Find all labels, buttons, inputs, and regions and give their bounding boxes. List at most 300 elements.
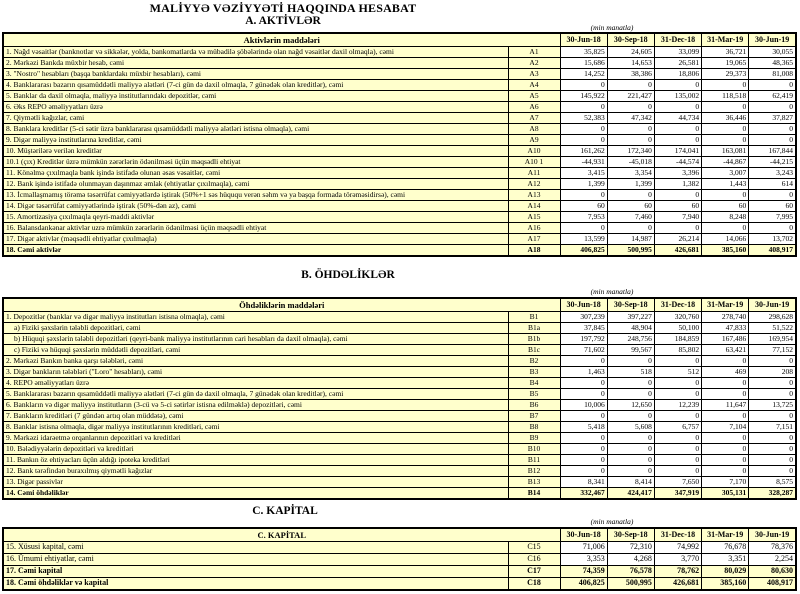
table-row — [3, 455, 796, 466]
row-code-cell: A10 1 — [508, 157, 560, 168]
value-cell: 26,581 — [654, 58, 701, 69]
value-cell: 3,396 — [654, 168, 701, 179]
row-code-cell: C15 — [508, 542, 560, 554]
value-cell: 0 — [654, 190, 701, 201]
value-cell: 1,399 — [560, 179, 607, 190]
table-row — [3, 168, 796, 179]
value-cell: 72,310 — [607, 542, 654, 554]
row-code-cell: B4 — [508, 378, 560, 389]
value-cell: 8,575 — [749, 477, 796, 488]
value-cell: 221,427 — [607, 91, 654, 102]
value-cell: 0 — [560, 102, 607, 113]
value-cell: 7,650 — [654, 477, 701, 488]
value-cell: 0 — [654, 444, 701, 455]
table-row — [3, 201, 796, 212]
table-row — [3, 124, 796, 135]
value-cell: 62,419 — [749, 91, 796, 102]
value-cell: 29,373 — [702, 69, 749, 80]
row-code-cell: C18 — [508, 578, 560, 591]
value-cell: 0 — [607, 378, 654, 389]
row-label-cell: 1. Nağd vəsaitlər (banknotlar və sikkələr, yolda, bankomatlarda və mübadilə şöbələrində olan nağd vəsaitlər daxil olmaqla), cəmi — [3, 47, 508, 58]
value-cell: 4,268 — [607, 554, 654, 566]
value-cell: 60 — [749, 201, 796, 212]
date-column-header: 30-Sep-18 — [607, 33, 654, 47]
value-cell: 71,006 — [560, 542, 607, 554]
value-cell: 13,702 — [749, 234, 796, 245]
value-cell: 0 — [749, 455, 796, 466]
value-cell: 51,522 — [749, 323, 796, 334]
value-cell: 12,239 — [654, 400, 701, 411]
value-cell: 7,151 — [749, 422, 796, 433]
row-code-cell: A4 — [508, 80, 560, 91]
row-label-cell: 15. Xüsusi kapital, cəmi — [3, 542, 508, 554]
value-cell: 518 — [607, 367, 654, 378]
value-cell: 305,131 — [702, 488, 749, 500]
value-cell: 0 — [560, 80, 607, 91]
value-cell: 145,922 — [560, 91, 607, 102]
date-column-header: 30-Jun-19 — [749, 528, 796, 542]
value-cell: 0 — [702, 455, 749, 466]
value-cell: 320,760 — [654, 312, 701, 323]
row-code-cell: A17 — [508, 234, 560, 245]
value-cell: 0 — [607, 389, 654, 400]
value-cell: 36,446 — [702, 113, 749, 124]
value-cell: 36,721 — [702, 47, 749, 58]
value-cell: 47,833 — [702, 323, 749, 334]
value-cell: 14,066 — [702, 234, 749, 245]
table-row — [3, 234, 796, 245]
section-b-title: B. ÖHDƏLİKLƏR — [301, 269, 395, 281]
value-cell: 74,359 — [560, 566, 607, 578]
row-code-cell: B2 — [508, 356, 560, 367]
row-code-cell: B7 — [508, 411, 560, 422]
value-cell: 408,917 — [749, 245, 796, 257]
value-cell: 48,904 — [607, 323, 654, 334]
table-row — [3, 58, 796, 69]
value-cell: 0 — [654, 378, 701, 389]
value-cell: 197,792 — [560, 334, 607, 345]
unit-note-c: (min manatla) — [590, 517, 634, 526]
value-cell: 33,099 — [654, 47, 701, 58]
value-cell: 3,415 — [560, 168, 607, 179]
row-label-cell: 6. Bankların və digər maliyyə institutların (3-cü və 5-ci sətirlər istisna edilməklə) depozitləri, cəmi — [3, 400, 508, 411]
value-cell: 14,653 — [607, 58, 654, 69]
row-label-cell: 10. Müştərilərə verilən kreditlər — [3, 146, 508, 157]
row-code-cell: A5 — [508, 91, 560, 102]
row-label-cell: 18. Cəmi aktivlər — [3, 245, 508, 257]
row-code-cell: B1 — [508, 312, 560, 323]
value-cell: 184,859 — [654, 334, 701, 345]
value-cell: 0 — [654, 455, 701, 466]
date-column-header: 31-Dec-18 — [654, 528, 701, 542]
value-cell: 328,287 — [749, 488, 796, 500]
value-cell: 0 — [749, 223, 796, 234]
value-cell: 3,243 — [749, 168, 796, 179]
date-column-header: 30-Jun-19 — [749, 298, 796, 312]
liabilities-table — [2, 297, 797, 500]
value-cell: 0 — [607, 190, 654, 201]
value-cell: 60 — [560, 201, 607, 212]
value-cell: 5,608 — [607, 422, 654, 433]
value-cell: 8,248 — [702, 212, 749, 223]
value-cell: 76,678 — [702, 542, 749, 554]
value-cell: -44,574 — [654, 157, 701, 168]
row-label-cell: 3. Digər bankların tələbləri ("Loro" hesabları), cəmi — [3, 367, 508, 378]
value-cell: 0 — [749, 102, 796, 113]
value-cell: 0 — [702, 190, 749, 201]
row-code-cell: B3 — [508, 367, 560, 378]
value-cell: 0 — [607, 223, 654, 234]
value-cell: 3,354 — [607, 168, 654, 179]
value-cell: 0 — [749, 135, 796, 146]
value-cell: 248,756 — [607, 334, 654, 345]
value-cell: 614 — [749, 179, 796, 190]
value-cell: -45,018 — [607, 157, 654, 168]
value-cell: 0 — [749, 433, 796, 444]
row-label-cell: 2. Mərkəzi Bankda müxbir hesab, cəmi — [3, 58, 508, 69]
row-label-cell: 10.1 (çıx) Kreditlər üzrə mümkün zərərlərin ödənilməsi üçün məqsədli ehtiyat — [3, 157, 508, 168]
value-cell: 118,518 — [702, 91, 749, 102]
row-label-cell: 11. Könəlmə çıxılmaqla bank işində istifadə olunan əsas vəsaitlər, cəmi — [3, 168, 508, 179]
table-row — [3, 378, 796, 389]
table-row — [3, 477, 796, 488]
row-code-cell: B1a — [508, 323, 560, 334]
row-code-cell: B11 — [508, 455, 560, 466]
row-code-cell: A16 — [508, 223, 560, 234]
row-code-cell: B12 — [508, 466, 560, 477]
value-cell: 13,725 — [749, 400, 796, 411]
row-code-cell: A15 — [508, 212, 560, 223]
value-cell: 1,443 — [702, 179, 749, 190]
value-cell: 0 — [749, 389, 796, 400]
report-title: MALİYYƏ VƏZİYYƏTİ HAQQINDA HESABAT — [149, 1, 417, 15]
value-cell: 135,002 — [654, 91, 701, 102]
value-cell: 172,340 — [607, 146, 654, 157]
value-cell: 15,686 — [560, 58, 607, 69]
value-cell: 7,104 — [702, 422, 749, 433]
row-label-cell: c) Fiziki və hüquqi şəxslərin müddətli depozitləri, cəmi — [3, 345, 508, 356]
value-cell: 60 — [607, 201, 654, 212]
date-column-header: 31-Dec-18 — [654, 33, 701, 47]
value-cell: 0 — [560, 356, 607, 367]
value-cell: 385,160 — [702, 245, 749, 257]
row-label-cell: 3. "Nostro" hesabları (başqa banklardakı müxbir hesabları), cəmi — [3, 69, 508, 80]
date-column-header: 30-Jun-18 — [560, 298, 607, 312]
total-row — [3, 566, 796, 578]
date-column-header: 31-Mar-19 — [702, 298, 749, 312]
total-row — [3, 578, 796, 591]
table-row — [3, 91, 796, 102]
value-cell: 7,170 — [702, 477, 749, 488]
value-cell: 406,825 — [560, 245, 607, 257]
value-cell: 0 — [560, 466, 607, 477]
table-row — [3, 190, 796, 201]
row-code-cell: B1b — [508, 334, 560, 345]
value-cell: 0 — [702, 356, 749, 367]
value-cell: 81,008 — [749, 69, 796, 80]
table-row — [3, 466, 796, 477]
value-cell: 0 — [749, 411, 796, 422]
value-cell: 0 — [607, 411, 654, 422]
value-cell: 0 — [607, 455, 654, 466]
table-row — [3, 345, 796, 356]
table-row — [3, 367, 796, 378]
table-row — [3, 80, 796, 91]
value-cell: 298,628 — [749, 312, 796, 323]
value-cell: -44,215 — [749, 157, 796, 168]
row-label-cell: 7. Bankların kreditləri (7 gündən artıq olan müddətə), cəmi — [3, 411, 508, 422]
value-cell: 0 — [654, 80, 701, 91]
table-row — [3, 356, 796, 367]
row-code-cell: A10 — [508, 146, 560, 157]
value-cell: 0 — [607, 356, 654, 367]
row-label-cell: 17. Cəmi kapital — [3, 566, 508, 578]
value-cell: 0 — [654, 389, 701, 400]
value-cell: 0 — [702, 135, 749, 146]
value-cell: 60 — [702, 201, 749, 212]
row-label-cell: 9. Mərkəzi idarəetmə orqanlarının depozitləri və kreditləri — [3, 433, 508, 444]
value-cell: 0 — [560, 135, 607, 146]
value-cell: 19,065 — [702, 58, 749, 69]
value-cell: 385,160 — [702, 578, 749, 591]
row-label-cell: 16. Ümumi ehtiyatlar, cəmi — [3, 554, 508, 566]
row-label-cell: 15. Amortizasiya çıxılmaqla qeyri-maddi aktivlər — [3, 212, 508, 223]
row-code-cell: B1c — [508, 345, 560, 356]
row-code-cell: B8 — [508, 422, 560, 433]
value-cell: 0 — [607, 102, 654, 113]
table-row — [3, 157, 796, 168]
value-cell: 0 — [749, 80, 796, 91]
value-cell: -44,867 — [702, 157, 749, 168]
row-code-cell: B13 — [508, 477, 560, 488]
value-cell: 10,006 — [560, 400, 607, 411]
table-row — [3, 389, 796, 400]
value-cell: 0 — [560, 389, 607, 400]
row-label-cell: 4. Banklararası bazarın qısamüddətli maliyyə alətləri (7-ci gün də daxil olmaqla, 7 günədək olan kreditlər), cəmi — [3, 80, 508, 91]
value-cell: 406,825 — [560, 578, 607, 591]
total-row — [3, 245, 796, 257]
date-column-header: 31-Mar-19 — [702, 528, 749, 542]
value-cell: 44,734 — [654, 113, 701, 124]
value-cell: 0 — [654, 135, 701, 146]
row-label-cell: 14. Digər təsərrüfat cəmiyyətlərində iştirak (50%-dən az), cəmi — [3, 201, 508, 212]
value-cell: 0 — [702, 223, 749, 234]
row-code-cell: A3 — [508, 69, 560, 80]
value-cell: 500,995 — [607, 245, 654, 257]
row-label-cell: 16. Balansdankənar aktivlər uzrə mümkün zərərlərin ödənilməsi üçün məqsədli ehtiyat — [3, 223, 508, 234]
value-cell: 7,460 — [607, 212, 654, 223]
value-cell: 163,081 — [702, 146, 749, 157]
value-cell: 0 — [749, 124, 796, 135]
value-cell: 0 — [654, 223, 701, 234]
table-row — [3, 433, 796, 444]
value-cell: 0 — [654, 102, 701, 113]
table-row — [3, 47, 796, 58]
row-label-cell: 7. Qiymətli kağızlar, cəmi — [3, 113, 508, 124]
value-cell: 0 — [702, 466, 749, 477]
row-label-cell: 12. Bank tərəfindən buraxılmış qiymətli kağızlar — [3, 466, 508, 477]
row-label-cell: 4. REPO əməliyyatları üzrə — [3, 378, 508, 389]
row-label-cell: 8. Banklara kreditlər (5-ci sətir üzrə banklararası qısamüddətli maliyyə alətləri istisna olmaqla), cəmi — [3, 124, 508, 135]
value-cell: 0 — [560, 455, 607, 466]
items-header-cell: Öhdəliklərin maddələri — [3, 298, 560, 312]
value-cell: 426,681 — [654, 578, 701, 591]
value-cell: 85,802 — [654, 345, 701, 356]
value-cell: 0 — [702, 411, 749, 422]
value-cell: 63,421 — [702, 345, 749, 356]
value-cell: 169,954 — [749, 334, 796, 345]
value-cell: 80,029 — [702, 566, 749, 578]
table-row — [3, 323, 796, 334]
row-label-cell: a) Fiziki şəxslərin tələbli depozitləri, cəmi — [3, 323, 508, 334]
value-cell: 3,007 — [702, 168, 749, 179]
value-cell: 408,917 — [749, 578, 796, 591]
row-code-cell: A18 — [508, 245, 560, 257]
value-cell: 6,757 — [654, 422, 701, 433]
total-row — [3, 488, 796, 500]
value-cell: 0 — [702, 378, 749, 389]
row-code-cell: A8 — [508, 124, 560, 135]
value-cell: 0 — [560, 378, 607, 389]
value-cell: 0 — [749, 190, 796, 201]
row-label-cell: 13. İcmallaşmamış törəmə təsərrüfat cəmiyyətlərdə iştirak (50%+1 səs hüququ verən səhm və ya başqa formada törəməsidirsə), cəmi — [3, 190, 508, 201]
table-row — [3, 334, 796, 345]
value-cell: 0 — [607, 433, 654, 444]
value-cell: 37,827 — [749, 113, 796, 124]
row-code-cell: C17 — [508, 566, 560, 578]
value-cell: 12,650 — [607, 400, 654, 411]
value-cell: 0 — [560, 444, 607, 455]
value-cell: 424,417 — [607, 488, 654, 500]
value-cell: 2,254 — [749, 554, 796, 566]
value-cell: 1,399 — [607, 179, 654, 190]
value-cell: 24,605 — [607, 47, 654, 58]
table-row — [3, 223, 796, 234]
value-cell: 0 — [607, 466, 654, 477]
table-row — [3, 411, 796, 422]
unit-note-a: (min manatla) — [590, 23, 634, 32]
table-row — [3, 146, 796, 157]
value-cell: 397,227 — [607, 312, 654, 323]
value-cell: 76,578 — [607, 566, 654, 578]
section-a-title: A. AKTİVLƏR — [245, 15, 321, 27]
value-cell: 0 — [607, 124, 654, 135]
value-cell: 167,844 — [749, 146, 796, 157]
table-row — [3, 179, 796, 190]
value-cell: 307,239 — [560, 312, 607, 323]
value-cell: 30,055 — [749, 47, 796, 58]
value-cell: 47,342 — [607, 113, 654, 124]
value-cell: 469 — [702, 367, 749, 378]
row-label-cell: 2. Mərkəzi Bankın banka qarşı tələbləri, cəmi — [3, 356, 508, 367]
table-row — [3, 113, 796, 124]
table-header-row — [3, 298, 796, 312]
value-cell: 0 — [560, 124, 607, 135]
value-cell: 1,463 — [560, 367, 607, 378]
table-header-row — [3, 528, 796, 542]
value-cell: 1,382 — [654, 179, 701, 190]
row-label-cell: 18. Cəmi öhdəliklər və kapital — [3, 578, 508, 591]
value-cell: 37,845 — [560, 323, 607, 334]
value-cell: 74,992 — [654, 542, 701, 554]
value-cell: 38,386 — [607, 69, 654, 80]
value-cell: 0 — [702, 124, 749, 135]
row-label-cell: 10. Bələdiyyələrin depozitləri və kreditləri — [3, 444, 508, 455]
value-cell: 0 — [702, 389, 749, 400]
value-cell: 426,681 — [654, 245, 701, 257]
value-cell: 7,940 — [654, 212, 701, 223]
value-cell: 52,383 — [560, 113, 607, 124]
value-cell: 0 — [560, 411, 607, 422]
row-code-cell: A2 — [508, 58, 560, 69]
row-code-cell: A6 — [508, 102, 560, 113]
date-column-header: 30-Jun-18 — [560, 33, 607, 47]
value-cell: 0 — [654, 356, 701, 367]
value-cell: 0 — [749, 444, 796, 455]
row-label-cell: 5. Banklararası bazarın qısamüddətli maliyyə alətləri (7-ci gün də daxil olmaqla, 7 günədək olan kreditlər), cəmi — [3, 389, 508, 400]
row-code-cell: C16 — [508, 554, 560, 566]
value-cell: 174,041 — [654, 146, 701, 157]
row-code-cell: B14 — [508, 488, 560, 500]
date-column-header: 30-Sep-18 — [607, 528, 654, 542]
value-cell: 0 — [749, 356, 796, 367]
value-cell: 8,341 — [560, 477, 607, 488]
value-cell: 26,214 — [654, 234, 701, 245]
value-cell: 0 — [702, 80, 749, 91]
row-code-cell: A14 — [508, 201, 560, 212]
value-cell: 161,262 — [560, 146, 607, 157]
row-label-cell: 12. Bank işində istifadə olunmayan daşınmaz əmlak (ehtiyatlar çıxılmaqla), cəmi — [3, 179, 508, 190]
table-row — [3, 554, 796, 566]
value-cell: 71,602 — [560, 345, 607, 356]
row-code-cell: A12 — [508, 179, 560, 190]
table-header-row — [3, 33, 796, 47]
value-cell: 500,995 — [607, 578, 654, 591]
value-cell: 3,353 — [560, 554, 607, 566]
value-cell: 3,770 — [654, 554, 701, 566]
value-cell: 278,740 — [702, 312, 749, 323]
value-cell: 8,414 — [607, 477, 654, 488]
value-cell: 0 — [560, 190, 607, 201]
value-cell: 48,365 — [749, 58, 796, 69]
table-row — [3, 135, 796, 146]
value-cell: 7,995 — [749, 212, 796, 223]
row-label-cell: 5. Banklar da daxil olmaqla, maliyyə institutlarındakı depozitlər, cəmi — [3, 91, 508, 102]
table-row — [3, 212, 796, 223]
value-cell: 11,647 — [702, 400, 749, 411]
row-code-cell: B5 — [508, 389, 560, 400]
value-cell: 78,762 — [654, 566, 701, 578]
row-code-cell: B9 — [508, 433, 560, 444]
items-header-cell: Aktivlərin maddələri — [3, 33, 560, 47]
row-code-cell: A1 — [508, 47, 560, 58]
row-label-cell: 9. Digər maliyyə institutlarına kreditlər, cəmi — [3, 135, 508, 146]
value-cell: 347,919 — [654, 488, 701, 500]
row-label-cell: 11. Bankın öz ehtiyacları üçün aldığı ipoteka kreditləri — [3, 455, 508, 466]
table-row — [3, 422, 796, 433]
table-row — [3, 312, 796, 323]
value-cell: 14,252 — [560, 69, 607, 80]
table-row — [3, 69, 796, 80]
capital-table — [2, 527, 797, 591]
row-label-cell: 1. Depozitlər (banklar və digər maliyyə institutları istisna olmaqla), cəmi — [3, 312, 508, 323]
row-label-cell: 6. Əks REPO əməliyyatları üzrə — [3, 102, 508, 113]
table-row — [3, 542, 796, 554]
value-cell: 0 — [749, 378, 796, 389]
row-label-cell: b) Hüquqi şəxslərin tələbli depozitləri (qeyri-bank maliyyə institutlarının cari hesabları da daxil olmaqla), cəmi — [3, 334, 508, 345]
value-cell: 35,825 — [560, 47, 607, 58]
value-cell: 0 — [654, 433, 701, 444]
